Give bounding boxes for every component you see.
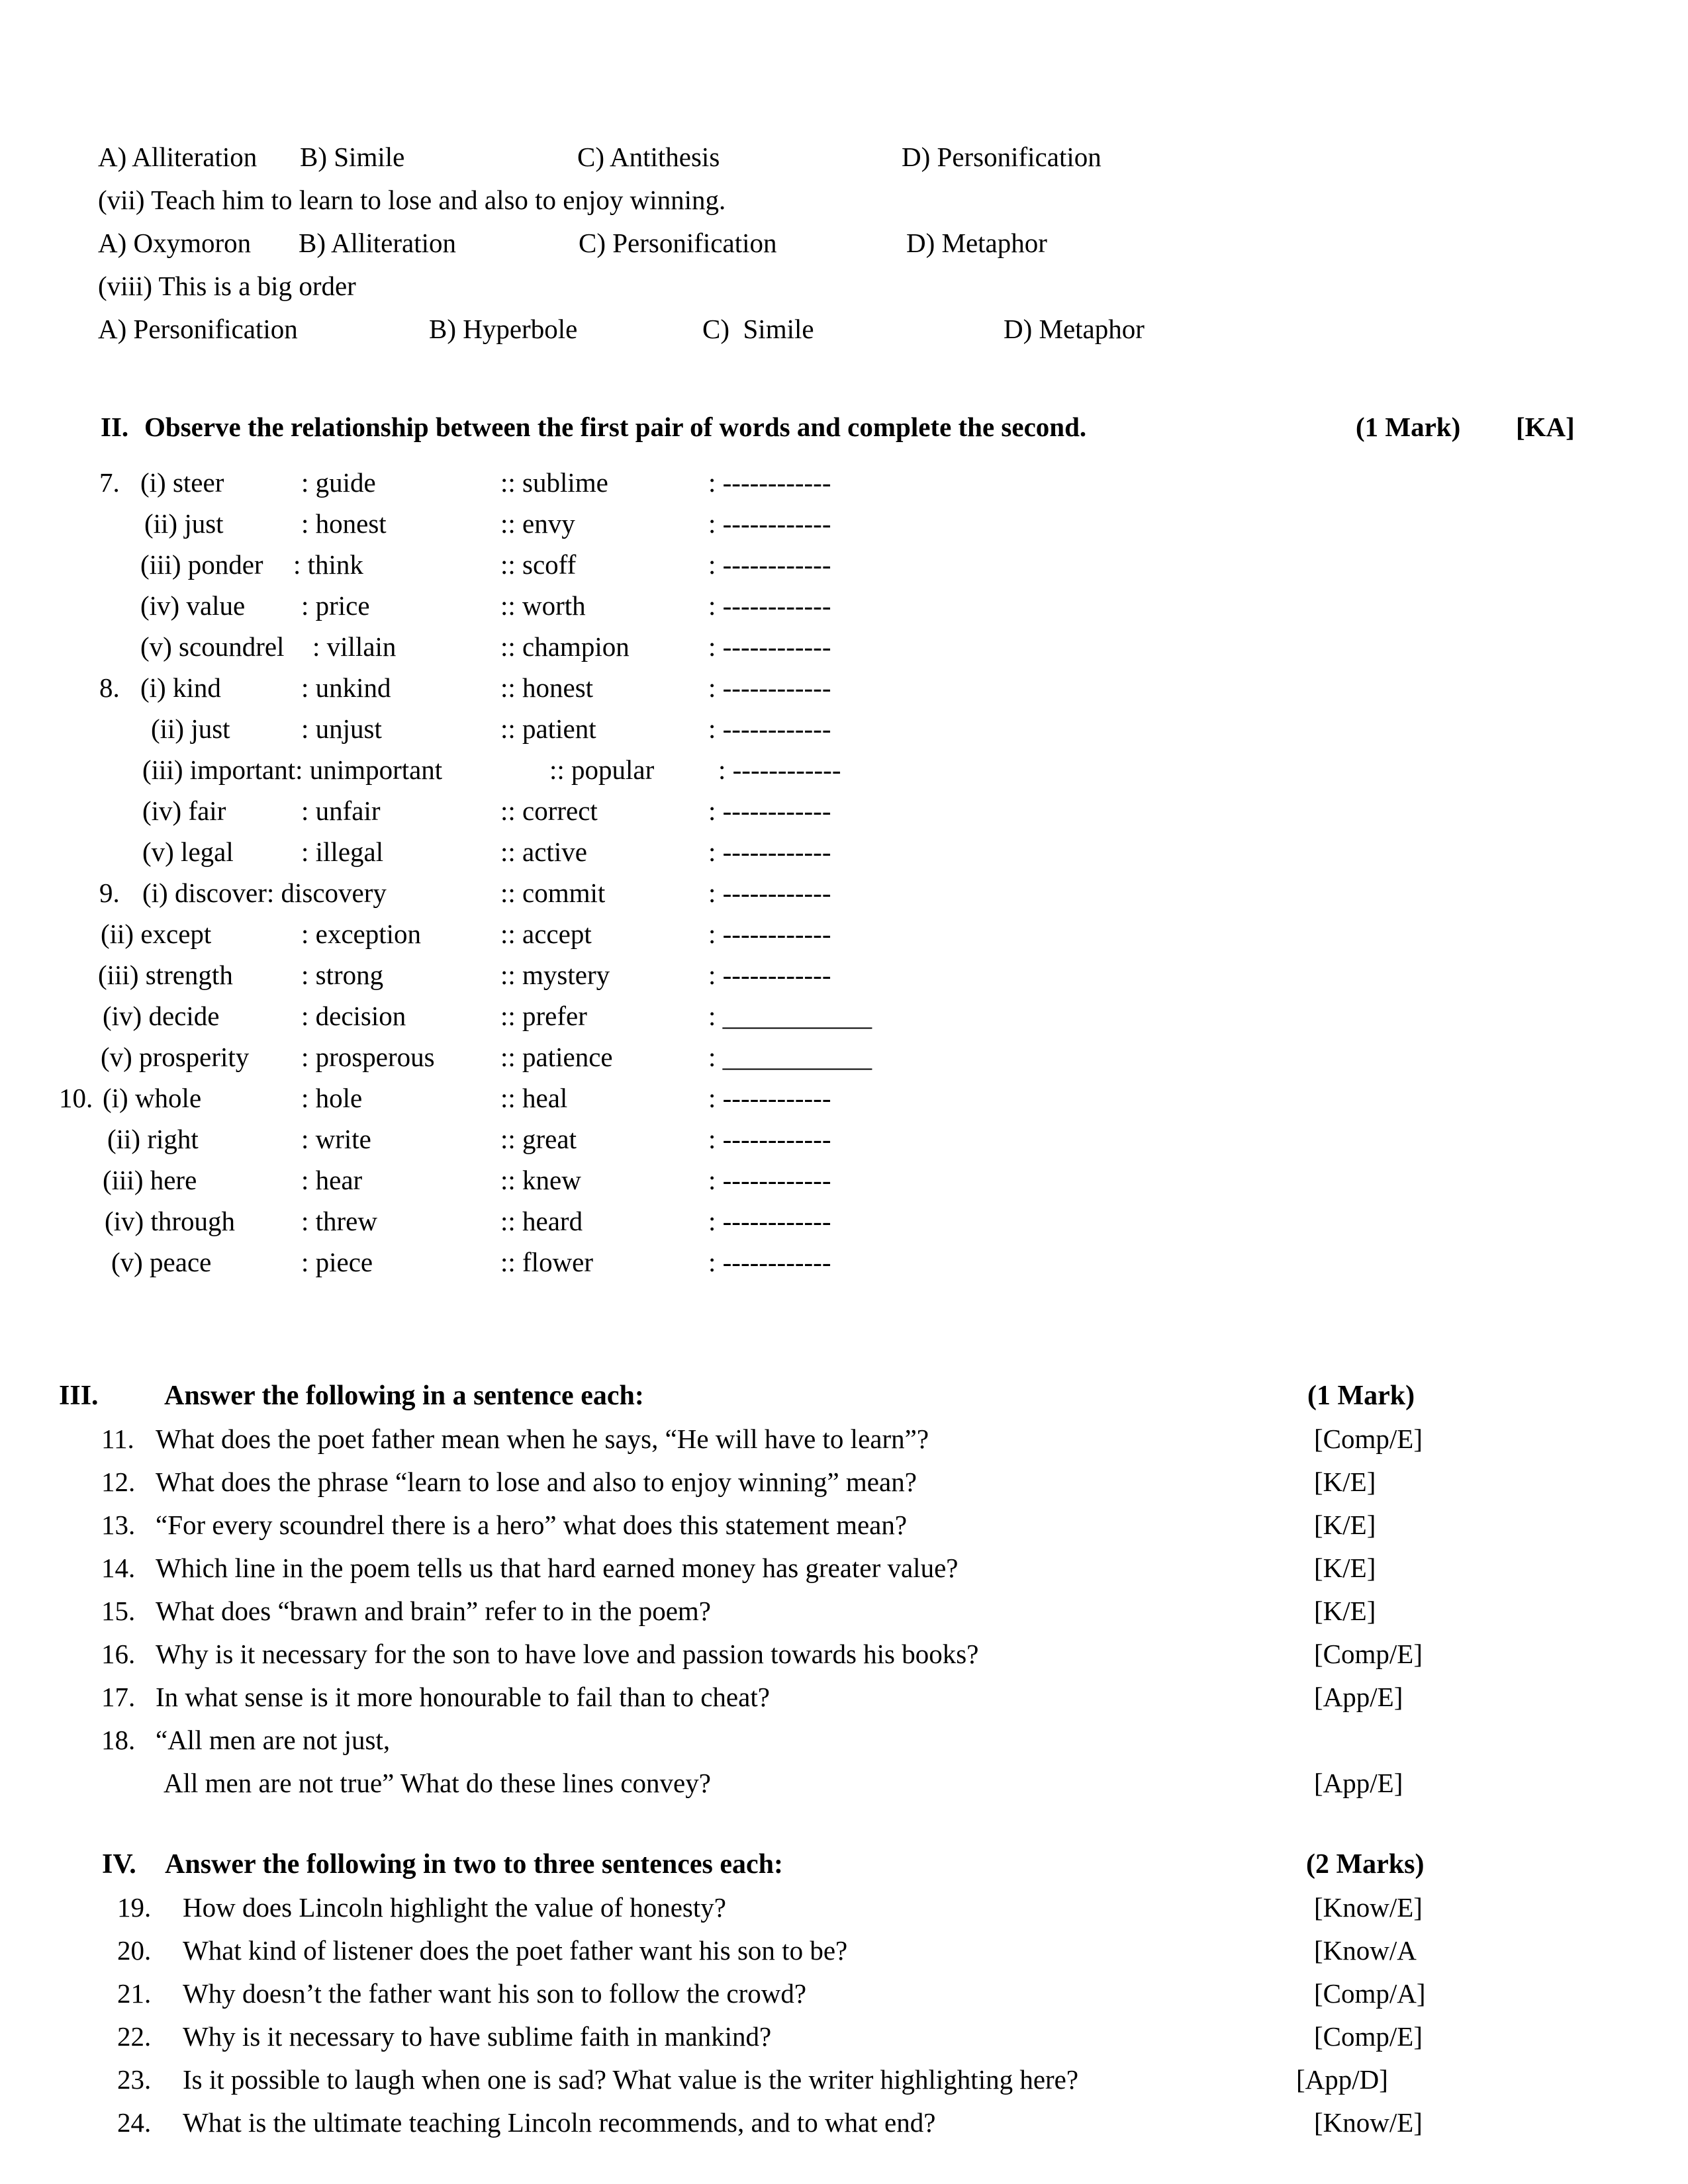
question-number: 23.	[117, 2064, 152, 2095]
analogy-row	[0, 872, 1688, 913]
question-row	[0, 1461, 1688, 1504]
pair-one: (i) whole	[103, 1083, 202, 1113]
analogy-row	[0, 1118, 1688, 1160]
option-c: C) Antithesis	[577, 142, 720, 172]
analogy-row	[0, 749, 1688, 790]
pair-one: (ii) just	[151, 713, 230, 744]
skill-tag: [Know/E]	[1314, 2107, 1423, 2138]
pair-one: (v) legal	[142, 837, 234, 867]
question-text: All men are not true” What do these lines convey?	[164, 1768, 711, 1798]
skill-tag: [Comp/E]	[1314, 2021, 1423, 2052]
analogy-row	[0, 1036, 1688, 1077]
section-iv-heading	[0, 1843, 1688, 1886]
answer-blank: : ------------	[708, 960, 831, 990]
section-iv	[0, 1843, 1688, 2144]
pair-one: (v) peace	[111, 1247, 212, 1277]
question-text: Why is it necessary to have sublime faith in mankind?	[183, 2021, 772, 2052]
pair-two: :: popular	[549, 754, 655, 785]
question-number: 18.	[101, 1725, 136, 1755]
answer-blank: : ------------	[708, 1124, 831, 1154]
question-number: 20.	[117, 1935, 152, 1966]
analogy-row	[0, 954, 1688, 995]
pair-one: (ii) just	[144, 508, 224, 539]
skill-tag: [App/D]	[1296, 2064, 1388, 2095]
analogy-list	[0, 462, 1688, 1283]
pair-two: :: champion	[500, 631, 630, 662]
pair-two: :: heard	[500, 1206, 583, 1236]
analogy-row	[0, 462, 1688, 503]
answer-blank: : ------------	[708, 508, 831, 539]
answer-blank: : ------------	[708, 878, 831, 908]
pair-two: :: honest	[500, 672, 594, 703]
answer-blank: : ------------	[708, 631, 831, 662]
question-number: 21.	[117, 1978, 152, 2009]
pair-one: (iii) strength	[98, 960, 233, 990]
pair-one-match: : think	[293, 549, 363, 580]
option-a: A) Oxymoron	[98, 228, 252, 258]
option-b: B) Simile	[300, 142, 405, 172]
question-text: Why doesn’t the father want his son to follow the crowd?	[183, 1978, 807, 2009]
pair-two: :: patience	[500, 1042, 613, 1072]
analogy-row	[0, 913, 1688, 954]
answer-blank: : ------------	[708, 837, 831, 867]
question-number: 11.	[101, 1424, 134, 1454]
skill-tag: [App/E]	[1314, 1682, 1403, 1712]
skill-tag: [Know/E]	[1314, 1892, 1423, 1923]
mcq-section	[0, 0, 1688, 351]
analogy-row	[0, 995, 1688, 1036]
item-number: 8.	[99, 672, 120, 703]
pair-one: (iv) value	[140, 590, 246, 621]
question-row	[0, 1504, 1688, 1547]
analogy-row	[0, 626, 1688, 667]
answer-blank: : ------------	[708, 919, 831, 949]
question-text: “All men are not just,	[156, 1725, 391, 1755]
pair-one-match: : hole	[301, 1083, 363, 1113]
pair-one: (ii) except	[101, 919, 212, 949]
stem-text: (viii) This is a big order	[98, 271, 356, 301]
pair-one: (iii) here	[103, 1165, 197, 1195]
section-number: II.	[101, 412, 129, 442]
pair-two: :: mystery	[500, 960, 610, 990]
pair-two: :: envy	[500, 508, 575, 539]
section-title: Answer the following in a sentence each:	[164, 1381, 644, 1411]
option-d: D) Personification	[902, 142, 1102, 172]
pair-one: (iii) important: unimportant	[142, 754, 443, 785]
pair-two: :: accept	[500, 919, 592, 949]
pair-one: (iii) ponder	[140, 549, 263, 580]
skill-tag: [Comp/E]	[1314, 1639, 1423, 1669]
pair-two: :: correct	[500, 796, 598, 826]
item-number: 10.	[59, 1083, 93, 1113]
analogy-row	[0, 1201, 1688, 1242]
question-text: What kind of listener does the poet father want his son to be?	[183, 1935, 848, 1966]
question-number: 19.	[117, 1892, 152, 1923]
pair-one-match: : unjust	[301, 713, 382, 744]
question-row	[0, 1590, 1688, 1633]
pair-one-match: : unkind	[301, 672, 391, 703]
question-row	[0, 1547, 1688, 1590]
skill-tag: [K/E]	[1314, 1467, 1376, 1497]
question-number: 16.	[101, 1639, 136, 1669]
section-title: Observe the relationship between the first pair of words and complete the second.	[144, 412, 1087, 442]
mcq-options-row	[0, 308, 1688, 351]
question-row	[0, 1676, 1688, 1719]
pair-one-match: : villain	[312, 631, 397, 662]
pair-one-match: : hear	[301, 1165, 363, 1195]
question-row	[0, 2058, 1688, 2101]
answer-blank: : ___________	[708, 1001, 872, 1031]
pair-one: (i) discover: discovery	[142, 878, 387, 908]
skill-tag: [Comp/E]	[1314, 1424, 1423, 1454]
question-text: “For every scoundrel there is a hero” what does this statement mean?	[156, 1510, 908, 1540]
question-row	[0, 1418, 1688, 1461]
skill-tag: [KA]	[1516, 412, 1575, 442]
question-stem	[0, 265, 1688, 308]
answer-blank: : ------------	[718, 754, 841, 785]
pair-two: :: commit	[500, 878, 606, 908]
answer-blank: : ------------	[708, 713, 831, 744]
section-ii	[0, 406, 1688, 1283]
pair-one-match: : write	[301, 1124, 371, 1154]
question-text: What does the phrase “learn to lose and also to enjoy winning” mean?	[156, 1467, 917, 1497]
pair-two: :: great	[500, 1124, 577, 1154]
pair-one-match: : prosperous	[301, 1042, 435, 1072]
pair-two: :: sublime	[500, 467, 608, 498]
pair-one-match: : unfair	[301, 796, 381, 826]
answer-blank: : ------------	[708, 1206, 831, 1236]
section-number: III.	[59, 1381, 99, 1411]
section-iii-heading	[0, 1375, 1688, 1418]
marks-label: (1 Mark)	[1356, 412, 1461, 442]
analogy-row	[0, 503, 1688, 544]
option-a: A) Personification	[98, 314, 298, 344]
mcq-options-row	[0, 222, 1688, 265]
answer-blank: : ------------	[708, 796, 831, 826]
answer-blank: : ------------	[708, 549, 831, 580]
analogy-row	[0, 708, 1688, 749]
item-number: 9.	[99, 878, 120, 908]
pair-two: :: active	[500, 837, 587, 867]
section-iii	[0, 1375, 1688, 1805]
answer-blank: : ------------	[708, 1165, 831, 1195]
question-number: 12.	[101, 1467, 136, 1497]
question-text: What does the poet father mean when he says, “He will have to learn”?	[156, 1424, 929, 1454]
option-b: B) Hyperbole	[429, 314, 578, 344]
question-row	[0, 1886, 1688, 1929]
pair-one-match: : price	[301, 590, 370, 621]
pair-one-match: : exception	[301, 919, 422, 949]
pair-two: :: patient	[500, 713, 596, 744]
question-number: 13.	[101, 1510, 136, 1540]
pair-two: :: scoff	[500, 549, 577, 580]
answer-blank: : ------------	[708, 1247, 831, 1277]
pair-one-match: : strong	[301, 960, 384, 990]
section-title: Answer the following in two to three sentences each:	[165, 1849, 783, 1880]
skill-tag: [Comp/A]	[1314, 1978, 1426, 2009]
marks-label: (1 Mark)	[1307, 1381, 1415, 1411]
pair-one: (v) scoundrel	[140, 631, 285, 662]
question-stem	[0, 179, 1688, 222]
skill-tag: [K/E]	[1314, 1596, 1376, 1626]
question-row	[0, 1929, 1688, 1972]
question-text: What does “brawn and brain” refer to in the poem?	[156, 1596, 711, 1626]
skill-tag: [K/E]	[1314, 1510, 1376, 1540]
pair-one: (iv) fair	[142, 796, 226, 826]
pair-one-match: : guide	[301, 467, 376, 498]
question-text: Is it possible to laugh when one is sad? What value is the writer highlighting here?	[183, 2064, 1079, 2095]
question-text: Why is it necessary for the son to have love and passion towards his books?	[156, 1639, 979, 1669]
option-c: C) Simile	[702, 314, 814, 344]
analogy-row	[0, 1077, 1688, 1118]
analogy-row	[0, 1242, 1688, 1283]
stem-text: (vii) Teach him to learn to lose and also to enjoy winning.	[98, 185, 726, 215]
analogy-row	[0, 585, 1688, 626]
question-row	[0, 1762, 1688, 1805]
answer-blank: : ___________	[708, 1042, 872, 1072]
question-text: In what sense is it more honourable to fail than to cheat?	[156, 1682, 770, 1712]
pair-one-match: : honest	[301, 508, 387, 539]
option-b: B) Alliteration	[299, 228, 456, 258]
question-row	[0, 1719, 1688, 1762]
analogy-row	[0, 667, 1688, 708]
pair-two: :: worth	[500, 590, 586, 621]
option-c: C) Personification	[579, 228, 777, 258]
option-d: D) Metaphor	[906, 228, 1047, 258]
option-a: A) Alliteration	[98, 142, 258, 172]
pair-one: (iv) through	[105, 1206, 235, 1236]
analogy-row	[0, 544, 1688, 585]
skill-tag: [Know/A	[1314, 1935, 1417, 1966]
pair-one-match: : illegal	[301, 837, 384, 867]
skill-tag: [K/E]	[1314, 1553, 1376, 1583]
question-number: 15.	[101, 1596, 136, 1626]
marks-label: (2 Marks)	[1306, 1849, 1425, 1880]
answer-blank: : ------------	[708, 1083, 831, 1113]
analogy-row	[0, 831, 1688, 872]
question-text: What is the ultimate teaching Lincoln recommends, and to what end?	[183, 2107, 936, 2138]
pair-two: :: heal	[500, 1083, 568, 1113]
answer-blank: : ------------	[708, 590, 831, 621]
pair-one: (v) prosperity	[101, 1042, 250, 1072]
question-number: 22.	[117, 2021, 152, 2052]
skill-tag: [App/E]	[1314, 1768, 1403, 1798]
pair-two: :: flower	[500, 1247, 594, 1277]
question-number: 24.	[117, 2107, 152, 2138]
pair-one: (i) steer	[140, 467, 224, 498]
item-number: 7.	[99, 467, 120, 498]
section-number: IV.	[102, 1849, 136, 1880]
pair-one-match: : decision	[301, 1001, 406, 1031]
question-number: 17.	[101, 1682, 136, 1712]
answer-blank: : ------------	[708, 467, 831, 498]
analogy-row	[0, 1160, 1688, 1201]
mcq-options-row	[0, 136, 1688, 179]
pair-one: (ii) right	[107, 1124, 199, 1154]
question-text: Which line in the poem tells us that hard earned money has greater value?	[156, 1553, 959, 1583]
answer-blank: : ------------	[708, 672, 831, 703]
question-row	[0, 1972, 1688, 2015]
pair-one: (iv) decide	[103, 1001, 220, 1031]
option-d: D) Metaphor	[1004, 314, 1145, 344]
question-text: How does Lincoln highlight the value of honesty?	[183, 1892, 726, 1923]
question-row	[0, 2101, 1688, 2144]
pair-one: (i) kind	[140, 672, 221, 703]
section-ii-heading	[0, 406, 1688, 449]
pair-one-match: : piece	[301, 1247, 373, 1277]
pair-two: :: knew	[500, 1165, 581, 1195]
question-row	[0, 2015, 1688, 2058]
pair-one-match: : threw	[301, 1206, 377, 1236]
question-number: 14.	[101, 1553, 136, 1583]
analogy-row	[0, 790, 1688, 831]
question-row	[0, 1633, 1688, 1676]
pair-two: :: prefer	[500, 1001, 587, 1031]
